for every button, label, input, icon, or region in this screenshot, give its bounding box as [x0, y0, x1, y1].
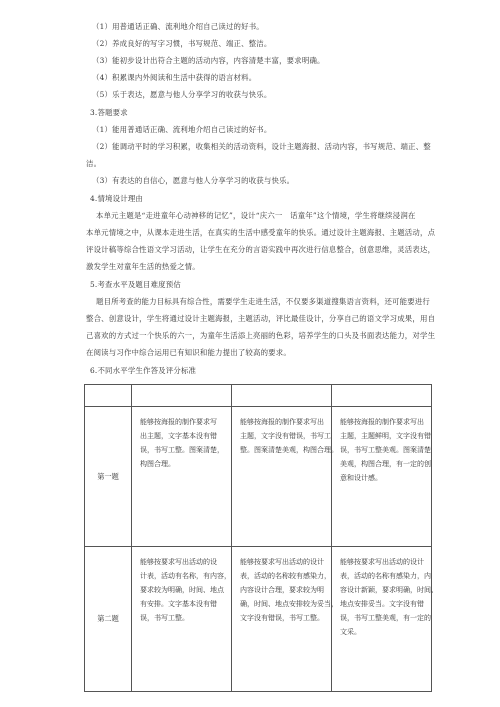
- table-header-cell: [85, 385, 132, 407]
- cell-line: 文字没有错误，书写工整。: [240, 614, 324, 622]
- cell-line: 意和设计感。: [340, 474, 382, 482]
- cell-line: 计表，活动有名称，有内容，: [140, 572, 231, 580]
- cell-line: 能够按要求写出活动的设计: [240, 558, 324, 566]
- table-cell: [332, 547, 438, 692]
- table-cell: [232, 407, 338, 547]
- cell-line: 表，活动的名称较有感染力，: [240, 572, 331, 580]
- cell-line: 容设计新颖，要求明确，时间、: [340, 586, 438, 594]
- cell-line: 能够按海报的制作要求写: [140, 418, 217, 426]
- paragraph-line: 激发学生对童年生活的热爱之情。: [86, 262, 200, 271]
- cell-line: 主题，主题鲜明，文字没有错: [340, 432, 431, 440]
- table-cell: [332, 407, 432, 547]
- cell-line: 能够按海报的制作要求写出: [340, 418, 424, 426]
- cell-line: 主题，文字没有错误，书写工: [240, 432, 331, 440]
- cell-line: 误，书写工整美观。图案清楚: [340, 446, 431, 454]
- requirement-item-1: （1）用普通话正确、流利地介绍自己读过的好书。: [92, 22, 264, 31]
- cell-line: 能够按要求写出活动的设计: [340, 558, 424, 566]
- requirement-item-5: （5）乐于表达，愿意与他人分享学习的收获与快乐。: [92, 90, 272, 99]
- section-heading-answer-requirements: 3.答题要求: [90, 108, 128, 117]
- answer-requirement-2: （2）能调动平时的学习积累，收集相关的活动资料，设计主题海报、活动内容，书写规范、端正、整: [92, 142, 431, 151]
- paragraph-line: 整合、创意设计，学生将通过设计主题海报，主题活动，评比最佳设计，分享自己的语文学习成果，用自: [86, 314, 436, 323]
- question-label: 第一题: [85, 407, 132, 547]
- paragraph-line: 本单元主题是“走进童年心动神移的记忆”，设计“庆六一 话童年”这个情境，学生将继续浸润在: [96, 211, 416, 220]
- scoring-table: [84, 384, 438, 692]
- cell-line: 有安排。文字基本没有错: [140, 600, 217, 608]
- paragraph-line: 己喜欢的方式过一个快乐的六一，为童年生活添上亮丽的色彩，培养学生的口头及书面表达能力，对学生: [86, 331, 436, 340]
- paragraph-line: 在阅读与习作中综合运用已有知识和能力提出了较高的要求。: [86, 348, 291, 357]
- cell-line: 构图合理。: [140, 460, 175, 468]
- cell-line: 文采。: [340, 628, 361, 636]
- paragraph-line: 本单元情境之中，从课本走进生活，在真实的生活中感受童年的快乐。通过设计主题海报、主题活动，点: [86, 228, 436, 237]
- cell-line: 要求较为明确，时间、地点: [140, 586, 224, 594]
- section-heading-scoring: 6.不同水平学生作答及评分标准: [90, 366, 197, 375]
- requirement-item-3: （3）能初步设计出符合主题的活动内容，内容清楚丰富，要求明确。: [92, 56, 325, 65]
- cell-line: 能够按海报的制作要求写出: [240, 418, 324, 426]
- table-header-cell: [332, 385, 432, 407]
- requirement-item-2: （2）养成良好的写字习惯，书写规范、端正、整洁。: [92, 39, 272, 48]
- cell-line: 能够按要求写出活动的设: [140, 558, 217, 566]
- cell-line: 内容设计合理，要求较为明: [240, 586, 324, 594]
- requirement-item-4: （4）积累课内外阅读和生活中获得的语言材料。: [92, 73, 257, 82]
- paragraph-line: 评设计稿等综合性语文学习活动，让学生在充分的言语实践中再次进行信息整合，创意思维，灵活表达，: [86, 245, 436, 254]
- answer-requirement-3: （3）有表达的自信心，愿意与他人分享学习的收获与快乐。: [92, 176, 295, 185]
- cell-line: 出主题，文字基本没有错: [140, 432, 217, 440]
- question-label: 第二题: [85, 547, 132, 692]
- cell-line: 美观，构图合理，有一定的创: [340, 460, 431, 468]
- cell-line: 误，书写工整。图案清楚，: [140, 446, 224, 454]
- cell-line: 表，活动的名称有感染力，内: [340, 572, 431, 580]
- table-header-cell: [232, 385, 332, 407]
- cell-line: 误，书写工整。: [140, 614, 189, 622]
- table-cell: [132, 407, 232, 547]
- cell-line: 地点安排妥当。文字没有错: [340, 600, 424, 608]
- section-heading-design-reason: 4.情境设计理由: [90, 194, 143, 203]
- section-heading-difficulty: 5.考查水平及题目难度预估: [90, 280, 181, 289]
- cell-line: 确，时间、地点安排较为妥当，: [240, 600, 338, 608]
- cell-line: 误，书写工整美观，有一定的: [340, 614, 431, 622]
- table-cell: [132, 547, 232, 692]
- table-header-cell: [132, 385, 232, 407]
- answer-requirement-1: （1）能用普通话正确、流利地介绍自己读过的好书。: [92, 125, 272, 134]
- paragraph-line: 题目所考查的能力目标具有综合性，需要学生走进生活，不仅要多渠道搜集语言资料，还可能要进行: [96, 297, 430, 306]
- cell-line: 整。图案清楚美观，构图合理。: [240, 446, 338, 454]
- table-cell: [232, 547, 338, 692]
- answer-requirement-2-cont: 洁。: [86, 159, 102, 168]
